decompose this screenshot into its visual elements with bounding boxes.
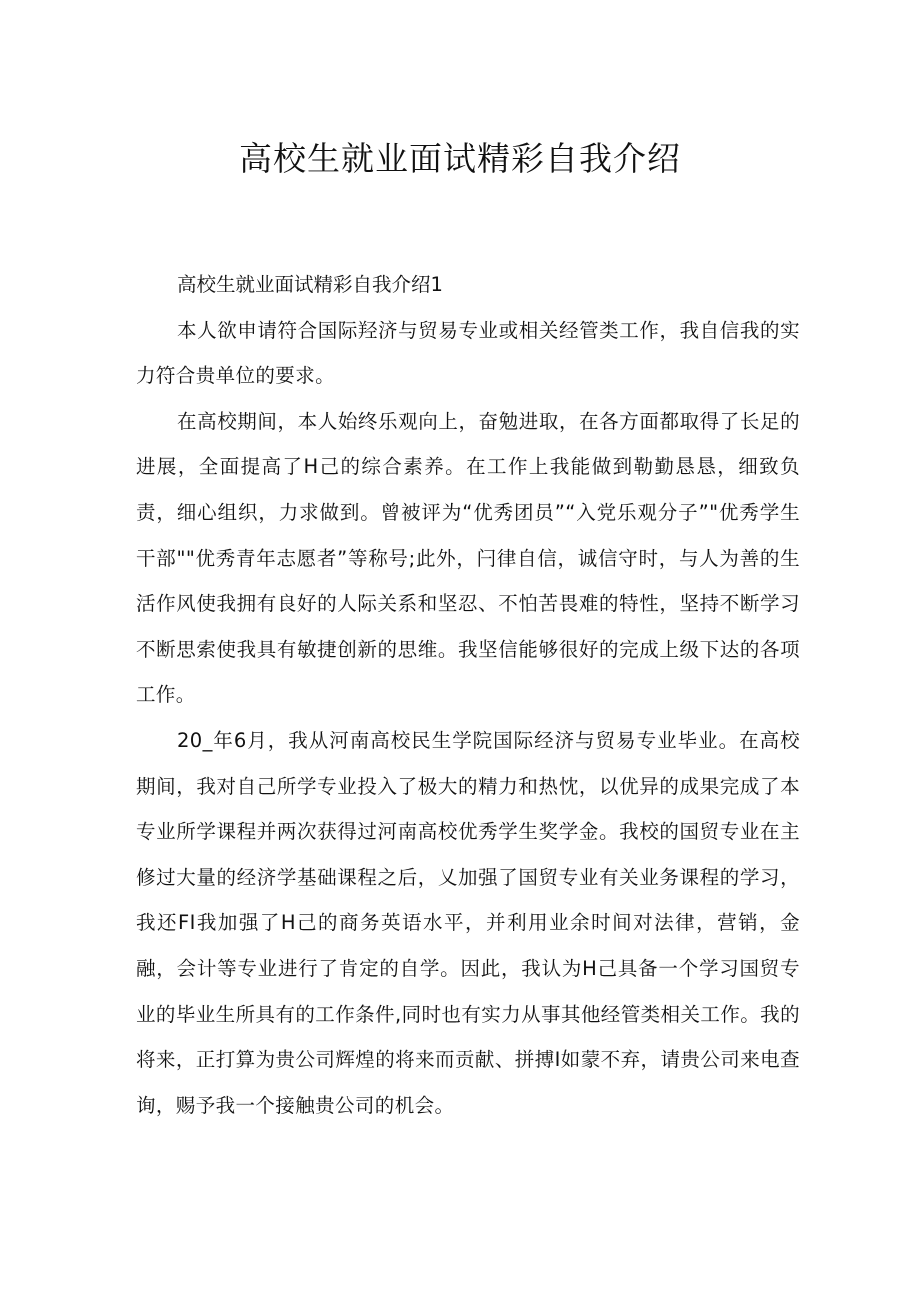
paragraph-application: 本人欲申请符合国际羟济与贸易专业或相关经管类工作，我自信我的实力符合贵单位的要求。 (136, 318, 800, 388)
section-heading: 高校生就业面试精彩自我介绍1 (177, 273, 443, 296)
document-body (136, 262, 800, 1128)
paragraph-university-performance: 在高校期间，本人始终乐观向上，奋勉进取，在各方面都取得了长足的进展，全面提高了H己的综合素养。在工作上我能做到勒勤恳恳，细致负责，细心组织，力求做到。曾被评为“优秀团员”“入党乐观分子”"优秀学生干部""优秀青年志愿者”等称号;此外，闩律自信，诚信守时，与人为善的生活作风使我拥有良好的人际关系和坚忍、不怕苦畏难的特性，坚持不断学习不断思索使我具有敏捷创新的思维。我坚信能够很好的完成上级下达的各项工作。 (136, 409, 800, 707)
document-title: 高校生就业面试精彩自我介绍 (239, 139, 681, 178)
paragraph-education-background: 20_年6月，我从河南高校民生学院国际经济与贸易专业毕业。在高校期间，我对自己所学专业投入了极大的精力和热忱，以优异的成果完成了本专业所学课程并两次获得过河南高校优秀学生奖学金。我校的国贸专业在主修过大量的经济学基础课程之后，乂加强了国贸专业有关业务课程的学习，我还FI我加强了H己的商务英语水平，并利用业余时间对法律，营销，金融，会计等专业进行了肯定的自学。因此，我认为H己具备一个学习国贸专业的毕业生所具有的工作条件,同时也有实力从事其他经管类相关工作。我的将来，正打算为贵公司辉煌的将来而贡献、拼搏I如蒙不弃，请贵公司来电查询，赐予我一个接触贵公司的机会。 (136, 728, 800, 1117)
